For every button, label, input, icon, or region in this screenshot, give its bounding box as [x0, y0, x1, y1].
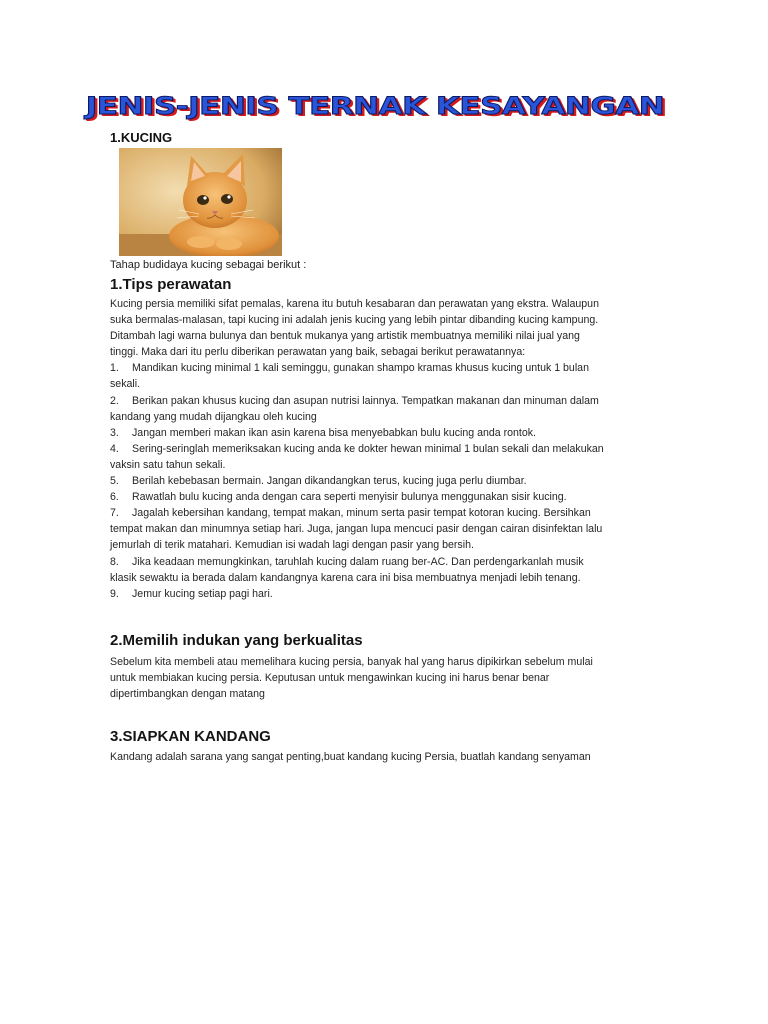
paragraph-line: Kandang adalah sarana yang sangat penting,buat kandang kucing Persia, buatlah kandang senyaman — [110, 751, 591, 763]
section-title-indukan: 2.Memilih indukan yang berkualitas — [110, 632, 363, 649]
paragraph-line: Ditambah lagi warna bulunya dan bentuk mukanya yang artistik membuatnya memiliki nilai jual yang — [110, 330, 580, 343]
list-item: 9. Jemur kucing setiap pagi hari. — [110, 587, 273, 600]
section-kandang-body — [110, 749, 666, 765]
list-item: 4. Sering-seringlah memeriksakan kucing anda ke dokter hewan minimal 1 bulan sekali dan melakukan vaksin satu tahun sekali. — [110, 442, 604, 471]
intro-text: Tahap budidaya kucing sebagai berikut : — [110, 259, 307, 271]
list-item: 6. Rawatlah bulu kucing anda dengan cara seperti menyisir bulunya menggunakan sisir kucing. — [110, 491, 567, 504]
list-item: 8. Jika keadaan memungkinkan, taruhlah kucing dalam ruang ber-AC. Dan perdengarkanlah musik klasik sewaktu ia berada dalam kandangnya karena cara ini bisa membuatnya menjadi lebih tenang. — [110, 555, 584, 584]
document-title: JENIS-JENIS TERNAK KESAYANGAN — [85, 91, 665, 121]
section-title-tips: 1.Tips perawatan — [110, 276, 232, 293]
paragraph-line: untuk membiakan kucing persia. Keputusan untuk mengawinkan kucing ini harus benar benar — [110, 672, 550, 685]
section-title-kandang: 3.SIAPKAN KANDANG — [110, 728, 271, 745]
section-indukan-body — [110, 654, 666, 702]
paragraph-line: Sebelum kita membeli atau memelihara kucing persia, banyak hal yang harus dipikirkan sebelum mulai — [110, 656, 593, 668]
list-item: 7. Jagalah kebersihan kandang, tempat makan, minum serta pasir tempat kotoran kucing. Bersihkan tempat makan dan minumnya setiap hari. Juga, jangan lupa mencuci pasir dengan cairan disinfektan lalu jemurlah di terik matahari. Kemudian isi wadah lagi dengan pasir yang bersih. — [110, 507, 603, 552]
care-tips-list — [110, 360, 666, 601]
list-item: 5. Berilah kebebasan bermain. Jangan dikandangkan terus, kucing juga perlu diumbar. — [110, 475, 527, 488]
paragraph-line: dipertimbangkan dengan matang — [110, 688, 265, 701]
list-item: 3. Jangan memberi makan ikan asin karena bisa menyebabkan bulu kucing anda rontok. — [110, 426, 536, 439]
cat-illustration — [119, 148, 282, 256]
cat-photo — [119, 148, 282, 256]
section-tips-body — [110, 296, 666, 602]
list-item: 2. Berikan pakan khusus kucing dan asupan nutrisi lainnya. Tempatkan makanan dan minuman dalam kandang yang mudah dijangkau oleh kucing — [110, 394, 599, 423]
paragraph-line: tinggi. Maka dari itu perlu diberikan perawatan yang baik, sebagai berikut perawatannya: — [110, 346, 526, 359]
heading-kucing: 1.KUCING — [110, 130, 173, 145]
paragraph-line: suka bermalas-malasan, tapi kucing ini adalah jenis kucing yang lebih pintar dibanding kucing kampung. — [110, 314, 599, 327]
paragraph-line: Kucing persia memiliki sifat pemalas, karena itu butuh kesabaran dan perawatan yang ekstra. Walaupun — [110, 298, 599, 310]
list-item: 1. Mandikan kucing minimal 1 kali seminggu, gunakan shampo kramas khusus kucing untuk 1 bulan sekali. — [110, 362, 589, 391]
